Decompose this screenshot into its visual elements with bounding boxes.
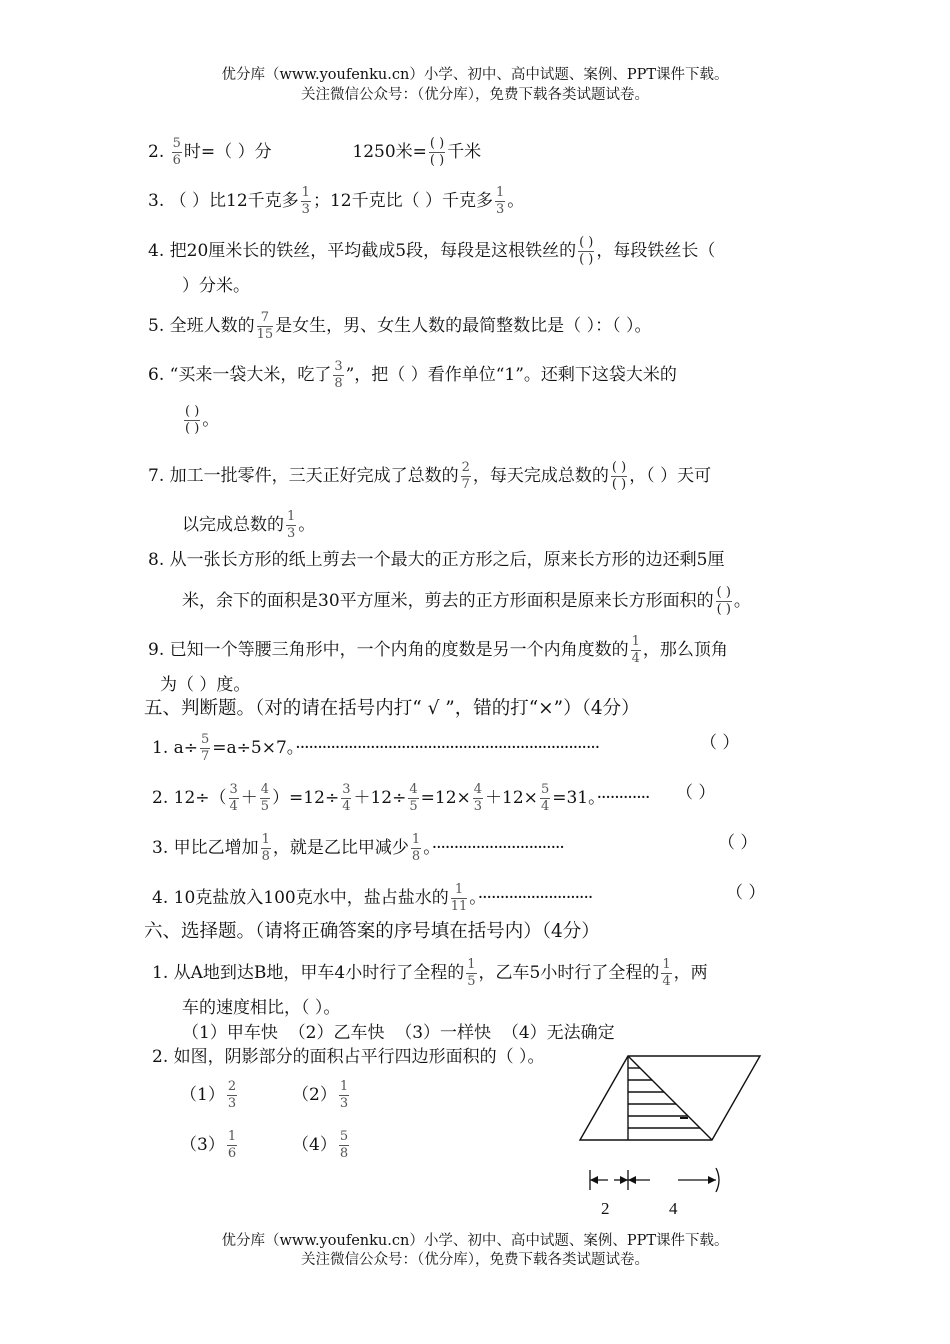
- fraction: $\frac{2}{3}$: [227, 1079, 237, 1111]
- fraction: $\frac{5}{6}$: [172, 136, 181, 168]
- fraction: $\frac{1}{3}$: [287, 509, 296, 541]
- question-fill-6-cont: $\frac{( )}{( )}$ 。: [185, 404, 220, 436]
- fraction: $\frac{1}{11}$: [450, 882, 468, 914]
- fraction: $\frac{5}{4}$: [540, 782, 550, 814]
- choice-question-1-cont: 车的速度相比，（ ）。: [182, 998, 341, 1018]
- fraction: $\frac{1}{4}$: [662, 957, 671, 989]
- fraction: $\frac{1}{6}$: [227, 1129, 237, 1161]
- question-fill-8: 8. 从一张长方形的纸上剪去一个最大的正方形之后，原来长方形的边还剩5厘: [148, 550, 725, 570]
- footer-line-1: 优分库（www.youfenku.cn）小学、初中、高中试题、案例、PPT课件下载。: [221, 1233, 729, 1249]
- fraction: $\frac{1}{3}$: [339, 1079, 349, 1111]
- answer-paren[interactable]: （ ）: [726, 883, 766, 903]
- question-fill-8-cont: 米，余下的面积是30平方厘米，剪去的正方形面积是原来长方形面积的 $\frac{( )}{( )}$ 。: [182, 585, 751, 617]
- answer-blank-fraction[interactable]: $\frac{( )}{( )}$: [611, 460, 627, 492]
- question-fill-7-cont: 以完成总数的 $\frac{1}{3}$ 。: [182, 509, 316, 541]
- fraction: $\frac{4}{5}$: [260, 782, 270, 814]
- answer-blank-fraction[interactable]: $\frac{( )}{( )}$: [429, 136, 445, 168]
- fraction: $\frac{4}{3}$: [473, 782, 483, 814]
- choice-question-1: 1. 从A地到达B地，甲车4小时行了全程的 $\frac{1}{5}$ ，乙车5小时行了全程的 $\frac{1}{4}$ ，两: [152, 957, 708, 989]
- answer-paren[interactable]: （ ）: [718, 833, 758, 853]
- question-fill-7: 7. 加工一批零件，三天正好完成了总数的 $\frac{2}{7}$ ，每天完成总数的 $\frac{( )}{( )}$ ，（ ）天可: [148, 460, 712, 492]
- answer-blank-fraction[interactable]: $\frac{( )}{( )}$: [185, 404, 200, 436]
- fraction: $\frac{1}{3}$: [496, 185, 505, 217]
- parallelogram-figure: [570, 1050, 770, 1220]
- section-choice-title: 六、选择题。（请将正确答案的序号填在括号内）（4分）: [144, 921, 600, 942]
- answer-paren[interactable]: （ ）: [676, 783, 716, 803]
- fraction: $\frac{1}{8}$: [261, 832, 270, 864]
- question-fill-5: 5. 全班人数的 $\frac{7}{15}$ 是女生，男、女生人数的最简整数比是（ ）：（ ）。: [148, 310, 652, 342]
- option-3[interactable]: （3） $\frac{1}{6}$: [180, 1129, 237, 1161]
- fraction: $\frac{1}{8}$: [411, 832, 421, 864]
- answer-paren[interactable]: （ ）: [700, 733, 740, 753]
- dimension-arrows: [590, 1168, 719, 1192]
- question-fill-9: 9. 已知一个等腰三角形中，一个内角的度数是另一个内角度数的 $\frac{1}{4}$ ，那么顶角: [148, 634, 728, 666]
- question-fill-2: 2. $\frac{5}{6}$ 时=（ ）分 1250米= $\frac{( )}{( )}$ 千米: [148, 136, 482, 168]
- option-1[interactable]: （1） $\frac{2}{3}$: [180, 1079, 237, 1111]
- section-judge-title: 五、判断题。（对的请在括号内打“ √ ”，错的打“×”）（4分）: [144, 698, 640, 719]
- fraction: $\frac{3}{8}$: [334, 359, 343, 391]
- question-fill-4: 4. 把20厘米长的铁丝，平均截成5段，每段是这根铁丝的 $\frac{( )}{( )}$ ，每段铁丝长（: [148, 235, 716, 267]
- fraction: $\frac{5}{7}$: [201, 732, 210, 764]
- option-2[interactable]: （2） $\frac{1}{3}$: [292, 1079, 349, 1111]
- fraction: $\frac{1}{5}$: [467, 957, 476, 989]
- fraction: $\frac{3}{4}$: [229, 782, 238, 814]
- header-line-1: 优分库（www.youfenku.cn）小学、初中、高中试题、案例、PPT课件下载。: [221, 67, 729, 83]
- header-line-2: 关注微信公众号：（优分库），免费下载各类试题试卷。: [301, 87, 649, 103]
- fraction: $\frac{7}{15}$: [256, 310, 274, 342]
- question-fill-3: 3. （ ）比12千克多 $\frac{1}{3}$ ；12千克比（ ）千克多 $\frac{1}{3}$ 。: [148, 185, 525, 217]
- fraction: $\frac{2}{7}$: [461, 460, 470, 492]
- choice-options: （1）甲车快 （2）乙车快 （3）一样快 （4）无法确定: [182, 1023, 615, 1043]
- fraction: $\frac{1}{3}$: [301, 185, 310, 217]
- judge-question-2: 2. 12÷（ $\frac{3}{4}$ ＋ $\frac{4}{5}$ ）=12÷ $\frac{3}{4}$ ＋12÷ $\frac{4}{5}$ =12× $\frac{4}{3}$ ＋12× $\frac{5}{4}$ =31。············: [152, 782, 650, 814]
- question-fill-9-cont: 为（ ）度。: [160, 675, 251, 695]
- fraction: $\frac{5}{8}$: [339, 1129, 349, 1161]
- answer-blank-fraction[interactable]: $\frac{( )}{( )}$: [579, 235, 594, 267]
- choice-question-2: 2. 如图，阴影部分的面积占平行四边形面积的（ ）。: [152, 1047, 545, 1067]
- dimension-label-right: 4: [669, 1199, 678, 1218]
- option-4[interactable]: （4） $\frac{5}{8}$: [292, 1129, 349, 1161]
- question-fill-6: 6. “买来一袋大米，吃了 $\frac{3}{8}$ ”，把（ ）看作单位“1”。还剩下这袋大米的: [148, 359, 677, 391]
- judge-question-4: 4. 10克盐放入100克水中，盐占盐水的 $\frac{1}{11}$ 。··························: [152, 882, 593, 914]
- judge-question-1: 1. a÷ $\frac{5}{7}$ =a÷5×7。·····································································: [152, 732, 600, 764]
- fraction: $\frac{3}{4}$: [342, 782, 351, 814]
- footer-line-2: 关注微信公众号：（优分库），免费下载各类试题试卷。: [301, 1252, 649, 1268]
- question-fill-4-cont: ）分米。: [182, 276, 250, 296]
- answer-blank-fraction[interactable]: $\frac{( )}{( )}$: [716, 585, 731, 617]
- fraction: $\frac{1}{4}$: [631, 634, 640, 666]
- dimension-label-left: 2: [601, 1199, 610, 1218]
- judge-question-3: 3. 甲比乙增加 $\frac{1}{8}$ ，就是乙比甲减少 $\frac{1}{8}$ 。······························: [152, 832, 564, 864]
- fraction: $\frac{4}{5}$: [409, 782, 418, 814]
